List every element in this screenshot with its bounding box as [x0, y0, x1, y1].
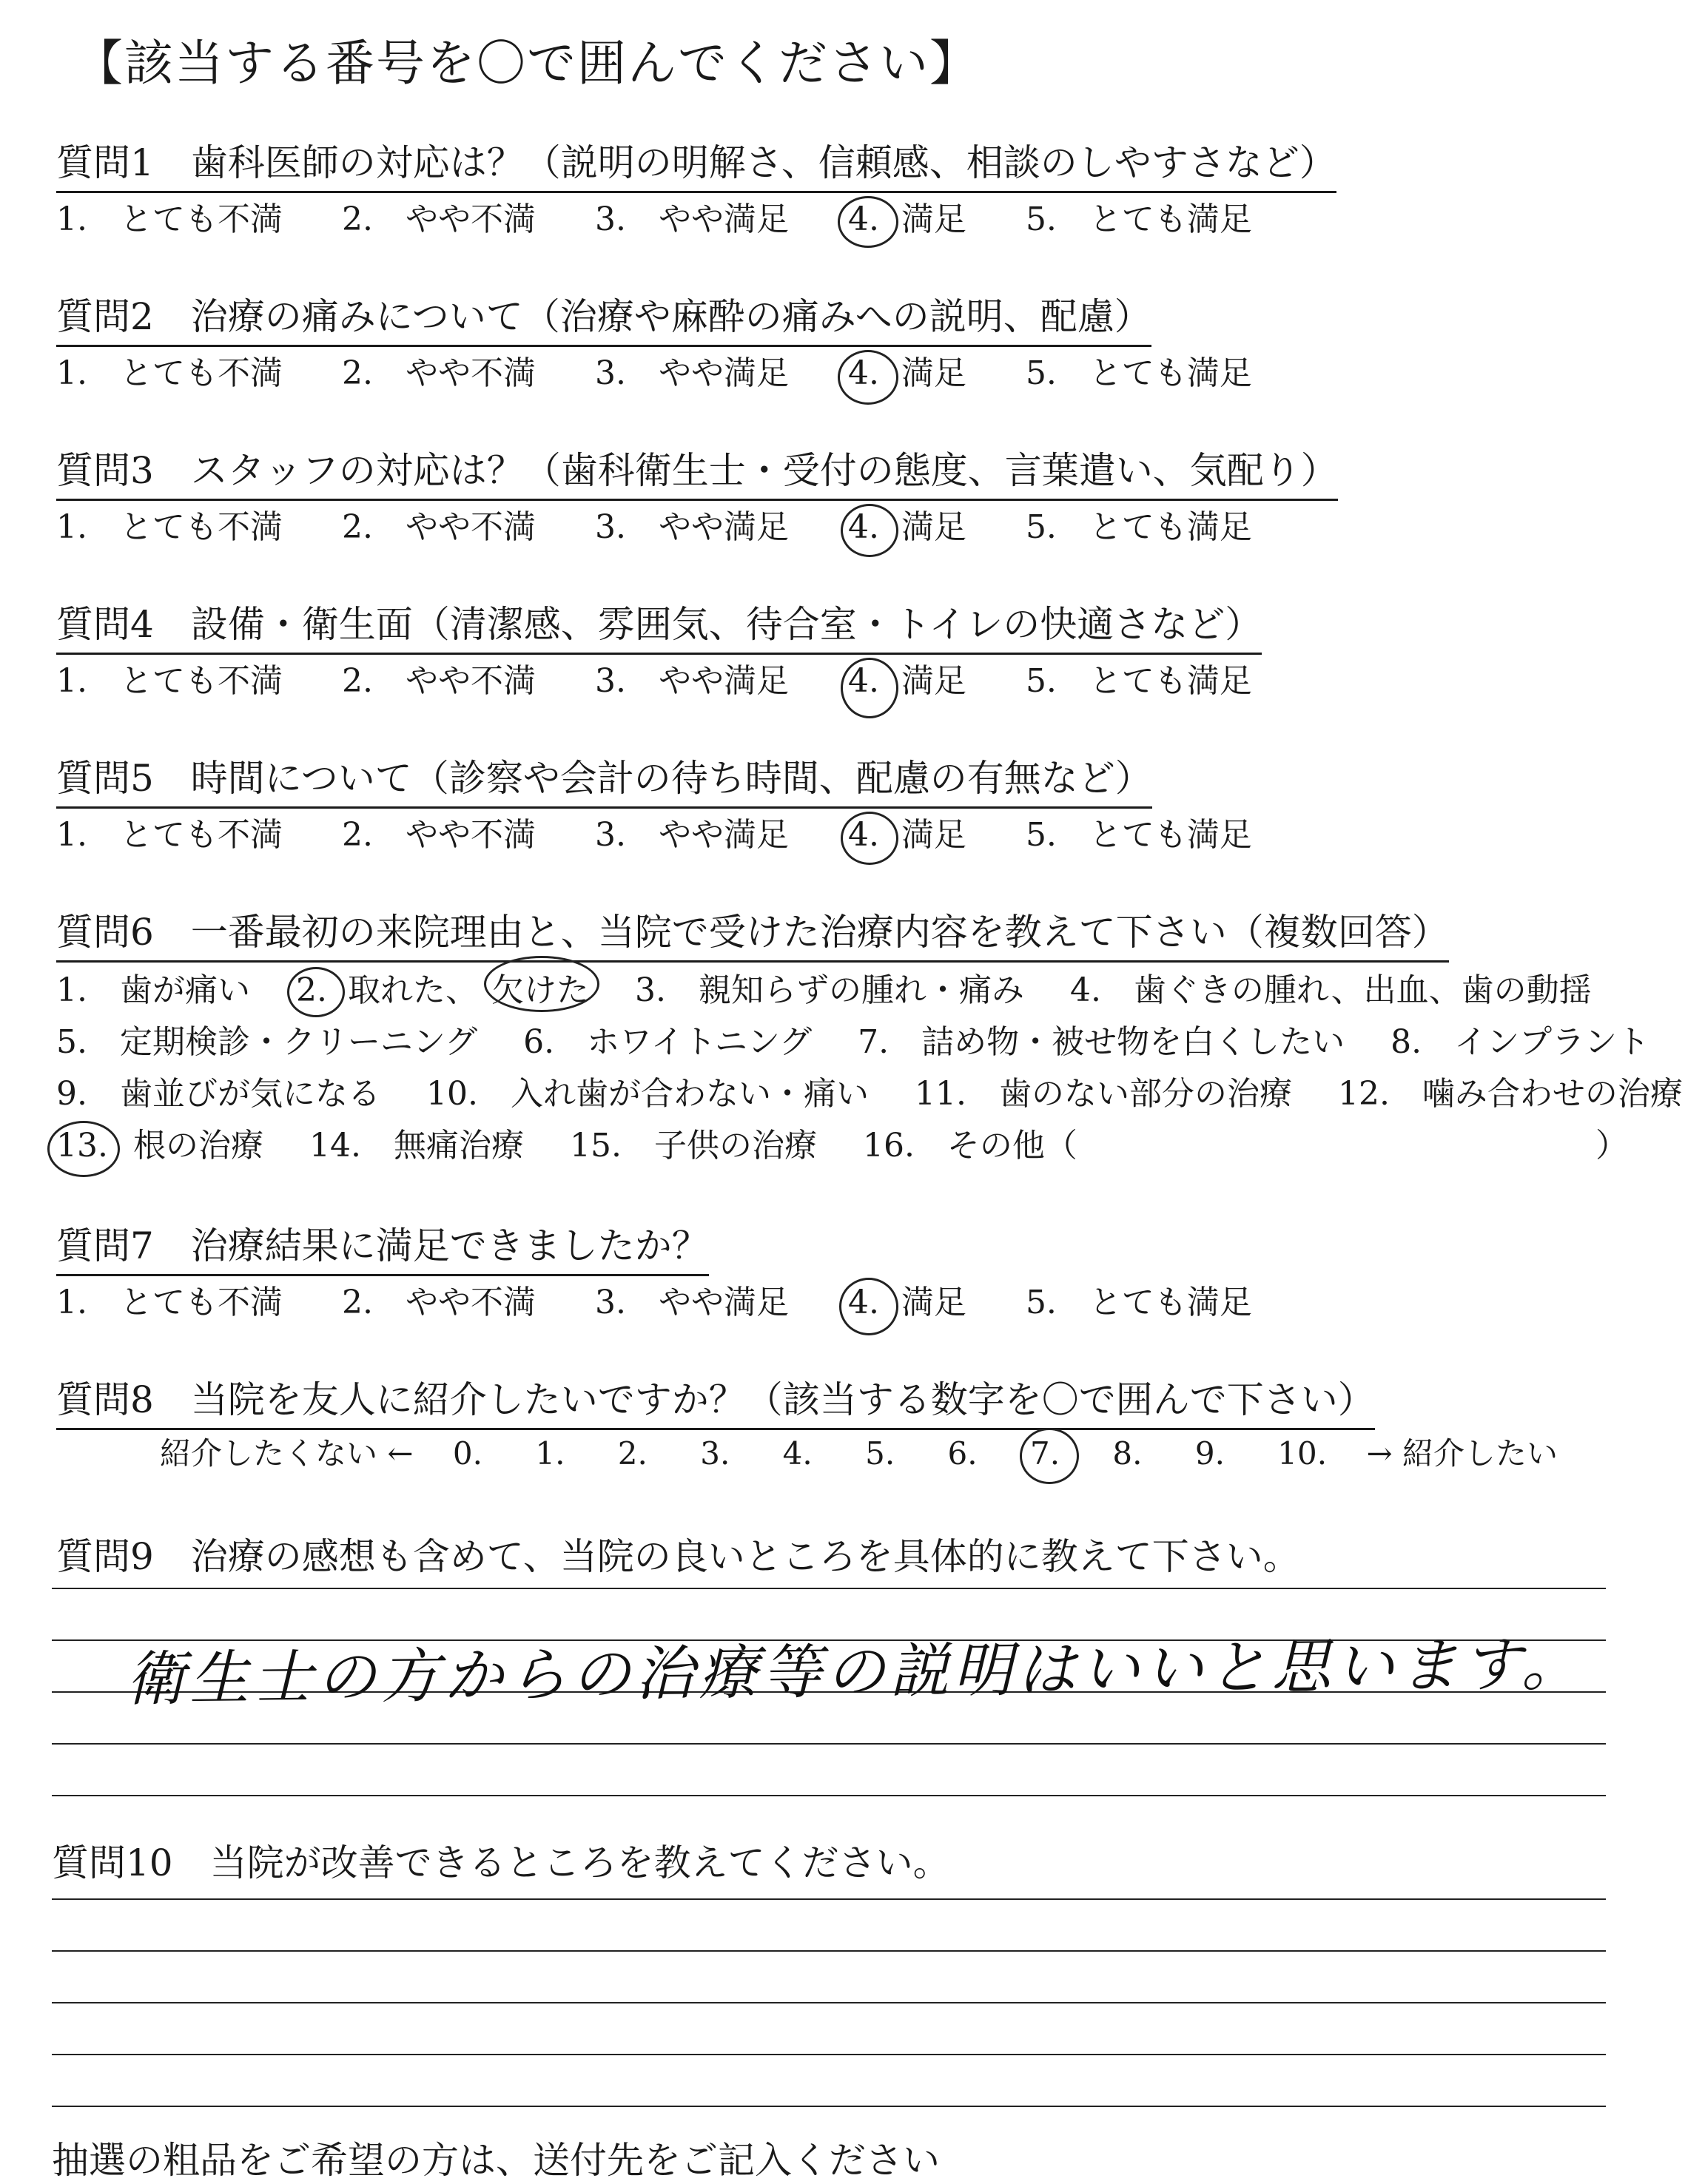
q4-option-4-label: 満足	[901, 662, 966, 700]
q4-option-1[interactable]: 1. とても不満	[56, 662, 283, 700]
q9-answer-line-1	[52, 1588, 1606, 1589]
q6-option-6[interactable]: 6. ホワイトニング	[523, 1023, 813, 1061]
question-9-heading: 質問9 治療の感想も含めて、当院の良いところを具体的に教えて下さい。	[56, 1535, 1300, 1578]
q1-option-1[interactable]: 1. とても不満	[56, 200, 283, 238]
q6-row-3	[56, 1067, 1705, 1114]
q6-option-11[interactable]: 11. 歯のない部分の治療	[914, 1075, 1292, 1113]
q3-option-5[interactable]: 5. とても満足	[1025, 508, 1252, 546]
question-1-options	[56, 192, 1301, 240]
q6-option-16[interactable]: 16. その他（	[862, 1127, 1077, 1165]
q6-selected-chipped: 欠けた	[491, 971, 589, 1009]
q6-option-5[interactable]: 5. 定期検診・クリーニング	[56, 1023, 478, 1061]
q4-option-3[interactable]: 3. やや満足	[594, 662, 789, 700]
q8-tick-8[interactable]: 8.	[1112, 1435, 1143, 1472]
page-title: 【該当する番号を〇で囲んでください】	[74, 35, 980, 92]
q10-answer-line-2	[52, 1950, 1606, 1952]
q7-option-5[interactable]: 5. とても満足	[1025, 1284, 1252, 1321]
q2-option-1[interactable]: 1. とても不満	[56, 354, 283, 392]
q6-option-15[interactable]: 15. 子供の治療	[569, 1127, 817, 1165]
q6-selected-2: 2.	[295, 971, 327, 1009]
q7-selected-number: 4.	[847, 1284, 879, 1321]
q4-option-4[interactable]	[848, 662, 879, 700]
q1-option-4-label: 満足	[901, 200, 966, 238]
q4-option-5[interactable]: 5. とても満足	[1025, 662, 1252, 700]
q7-option-3[interactable]: 3. やや満足	[594, 1284, 789, 1321]
q8-tick-2[interactable]: 2.	[617, 1435, 648, 1472]
q5-option-1[interactable]: 1. とても不満	[56, 816, 283, 854]
q2-selected-number: 4.	[847, 354, 879, 392]
q4-selected-number: 4.	[847, 662, 879, 700]
q8-left-label: 紹介したくない ←	[160, 1435, 414, 1472]
question-1-heading: 質問1 歯科医師の対応は？（説明の明解さ、信頼感、相談のしやすさなど）	[56, 133, 1336, 193]
q8-tick-7[interactable]	[1030, 1435, 1060, 1472]
question-6-heading: 質問6 一番最初の来院理由と、当院で受けた治療内容を教えて下さい（複数回答）	[56, 903, 1449, 963]
q6-option-1[interactable]: 1. 歯が痛い	[56, 971, 250, 1009]
q8-right-label: → 紹介したい	[1366, 1435, 1558, 1472]
q10-answer-line-4	[52, 2054, 1606, 2055]
q1-option-2[interactable]: 2. やや不満	[341, 200, 536, 238]
q8-tick-10[interactable]: 10.	[1277, 1435, 1328, 1472]
q8-tick-4[interactable]: 4.	[782, 1435, 813, 1472]
q6-row-1	[56, 963, 1627, 1011]
q6-option-13-label: 根の治療	[132, 1127, 263, 1165]
q6-option-4[interactable]: 4. 歯ぐきの腫れ、出血、歯の動揺	[1069, 971, 1592, 1009]
q2-option-5[interactable]: 5. とても満足	[1025, 354, 1252, 392]
q6-row-2	[56, 1015, 1685, 1062]
footer-note: 抽選の粗品をご希望の方は、送付先をご記入ください	[52, 2139, 940, 2182]
q8-tick-9[interactable]: 9.	[1194, 1435, 1225, 1472]
question-4-heading: 質問4 設備・衛生面（清潔感、雰囲気、待合室・トイレの快適さなど）	[56, 595, 1262, 655]
q7-option-2[interactable]: 2. やや不満	[341, 1284, 536, 1321]
question-3-heading: 質問3 スタッフの対応は？（歯科衛生士・受付の態度、言葉遣い、気配り）	[56, 441, 1338, 501]
q2-option-4-label: 満足	[901, 354, 966, 392]
q7-option-4[interactable]	[848, 1284, 879, 1321]
q1-option-3[interactable]: 3. やや満足	[594, 200, 789, 238]
q10-answer-line-3	[52, 2002, 1606, 2003]
q6-option-13[interactable]	[56, 1127, 108, 1165]
q6-option-9[interactable]: 9. 歯並びが気になる	[56, 1075, 380, 1113]
q6-option-3[interactable]: 3. 親知らずの腫れ・痛み	[634, 971, 1024, 1009]
q5-option-3[interactable]: 3. やや満足	[594, 816, 789, 854]
question-3-options	[56, 500, 1301, 547]
q8-tick-0[interactable]: 0.	[452, 1435, 482, 1472]
q4-option-2[interactable]: 2. やや不満	[341, 662, 536, 700]
q6-row-4	[56, 1119, 1628, 1166]
q6-option-2[interactable]	[296, 971, 327, 1009]
q6-option-2-text-1: 取れた、	[347, 971, 478, 1009]
q1-option-4[interactable]	[848, 200, 879, 238]
q8-scale	[160, 1429, 1558, 1474]
question-7-options	[56, 1275, 1301, 1323]
q6-option-7[interactable]: 7. 詰め物・被せ物を白くしたい	[858, 1023, 1345, 1061]
q6-option-14[interactable]: 14. 無痛治療	[309, 1127, 524, 1165]
q8-tick-3[interactable]: 3.	[700, 1435, 730, 1472]
question-5-options	[56, 808, 1301, 855]
q6-option-12[interactable]: 12. 噛み合わせの治療	[1337, 1075, 1683, 1113]
question-2-heading: 質問2 治療の痛みについて（治療や麻酔の痛みへの説明、配慮）	[56, 287, 1151, 347]
q5-option-4[interactable]	[848, 816, 879, 854]
q5-option-5[interactable]: 5. とても満足	[1025, 816, 1252, 854]
q8-tick-1[interactable]: 1.	[535, 1435, 565, 1472]
q3-selected-number: 4.	[847, 508, 879, 546]
q7-option-1[interactable]: 1. とても不満	[56, 1284, 283, 1321]
question-7-heading: 質問7 治療結果に満足できましたか？	[56, 1216, 709, 1276]
q3-option-4[interactable]	[848, 508, 879, 546]
q1-selected-number: 4.	[847, 200, 879, 238]
q3-option-2[interactable]: 2. やや不満	[341, 508, 536, 546]
q1-option-5[interactable]: 5. とても満足	[1025, 200, 1252, 238]
q8-tick-6[interactable]: 6.	[947, 1435, 978, 1472]
q6-option-10[interactable]: 10. 入れ歯が合わない・痛い	[426, 1075, 869, 1113]
q10-answer-line-5	[52, 2106, 1606, 2107]
question-4-options	[56, 654, 1301, 701]
q8-tick-5[interactable]: 5.	[865, 1435, 895, 1472]
q3-option-1[interactable]: 1. とても不満	[56, 508, 283, 546]
q9-answer-line-4	[52, 1743, 1606, 1745]
question-8-heading: 質問8 当院を友人に紹介したいですか？（該当する数字を〇で囲んで下さい）	[56, 1370, 1375, 1430]
q2-option-4[interactable]	[848, 354, 879, 392]
q5-selected-number: 4.	[847, 816, 879, 854]
q5-option-4-label: 満足	[901, 816, 966, 854]
q5-option-2[interactable]: 2. やや不満	[341, 816, 536, 854]
q10-answer-line-1	[52, 1898, 1606, 1900]
q6-option-16-close-paren: ）	[1595, 1127, 1628, 1165]
q9-handwritten-answer[interactable]: 衛生士の方からの治療等の説明はいいと思います。	[125, 1629, 1586, 1714]
q6-option-8[interactable]: 8. インプラント	[1390, 1023, 1650, 1061]
q2-option-2[interactable]: 2. やや不満	[341, 354, 536, 392]
question-5-heading: 質問5 時間について（診察や会計の待ち時間、配慮の有無など）	[56, 749, 1152, 809]
q3-option-4-label: 満足	[901, 508, 966, 546]
q6-selected-13: 13.	[56, 1127, 108, 1165]
q3-option-3[interactable]: 3. やや満足	[594, 508, 789, 546]
q6-option-2-chipped[interactable]	[491, 963, 589, 1011]
q9-answer-line-5	[52, 1795, 1606, 1796]
q7-option-4-label: 満足	[901, 1284, 966, 1321]
question-2-options	[56, 346, 1301, 394]
q2-option-3[interactable]: 3. やや満足	[594, 354, 789, 392]
q8-selected-number: 7.	[1029, 1435, 1060, 1472]
question-10-heading: 質問10 当院が改善できるところを教えてください。	[52, 1841, 950, 1884]
